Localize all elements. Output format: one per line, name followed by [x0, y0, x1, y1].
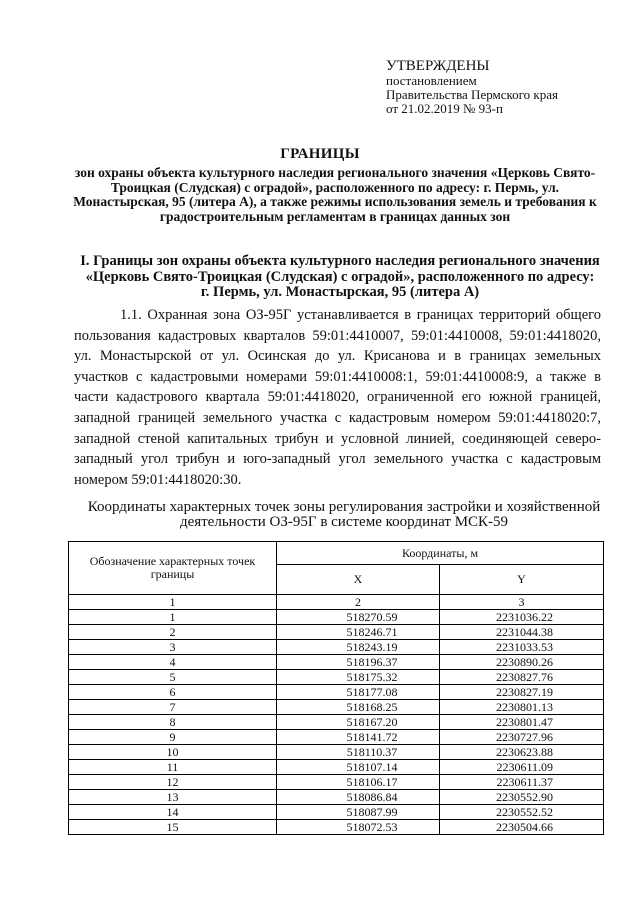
table-row	[69, 700, 604, 715]
point-number-cell: 10	[69, 745, 277, 760]
x-coordinate-cell: 518168.25	[277, 700, 440, 715]
table-row	[69, 745, 604, 760]
x-coordinate-cell: 518167.20	[277, 715, 440, 730]
y-coordinate-cell: 2230611.37	[440, 775, 604, 790]
x-coordinate-cell: 518270.59	[277, 610, 440, 625]
point-number-cell: 3	[69, 640, 277, 655]
x-coordinate-cell: 518246.71	[277, 625, 440, 640]
table-row	[69, 805, 604, 820]
header-y: Y	[440, 565, 604, 595]
approval-block	[386, 58, 626, 116]
point-number-cell: 11	[69, 760, 277, 775]
x-coordinate-cell: 518243.19	[277, 640, 440, 655]
point-number-cell: 4	[69, 655, 277, 670]
table-row	[69, 775, 604, 790]
table-row	[69, 670, 604, 685]
y-coordinate-cell: 2230552.90	[440, 790, 604, 805]
table-row	[69, 715, 604, 730]
column-number-3: 3	[440, 595, 604, 610]
table-row	[69, 730, 604, 745]
x-coordinate-cell: 518106.17	[277, 775, 440, 790]
coordinates-table	[68, 541, 604, 835]
point-number-cell: 7	[69, 700, 277, 715]
y-coordinate-cell: 2230611.09	[440, 760, 604, 775]
y-coordinate-cell: 2230504.66	[440, 820, 604, 835]
table-row	[69, 790, 604, 805]
table-row	[69, 760, 604, 775]
y-coordinate-cell: 2230827.76	[440, 670, 604, 685]
point-number-cell: 5	[69, 670, 277, 685]
point-number-cell: 6	[69, 685, 277, 700]
section-heading: I. Границы зон охраны объекта культурного наследия регионального значения «Церковь Свято-Троицкая (Слудская) с оградой», расположенного по адресу: г. Пермь, ул. Монастырская, 95 (литера А)	[80, 253, 600, 300]
x-coordinate-cell: 518072.53	[277, 820, 440, 835]
table-row	[69, 625, 604, 640]
y-coordinate-cell: 2231033.53	[440, 640, 604, 655]
body-paragraph: 1.1. Охранная зона ОЗ-95Г устанавливается в границах территорий общего пользования кадастровых кварталов 59:01:4410007, 59:01:4410008, 59:01:4418020, ул. Монастырской от ул. Осинская до ул. Крисанова и в границах земельных участков с кадастровыми номерами 59:01:4410008:1, 59:01:4410008:9, а также в части кадастрового квартала 59:01:4418020, ограниченной его южной границей, западной границей земельного участка с кадастровым номером 59:01:4418020:7, западной стеной капитальных трибун и условной линией, соединяющей северо-западный угол трибун и юго-западный угол земельного участка с кадастровым номером 59:01:4418020:30.	[74, 307, 601, 488]
column-number-1: 1	[69, 595, 277, 610]
document-title: ГРАНИЦЫ	[280, 146, 360, 162]
x-coordinate-cell: 518110.37	[277, 745, 440, 760]
header-x: X	[277, 565, 440, 595]
y-coordinate-cell: 2230552.52	[440, 805, 604, 820]
x-coordinate-cell: 518175.32	[277, 670, 440, 685]
point-number-cell: 8	[69, 715, 277, 730]
y-coordinate-cell: 2230827.19	[440, 685, 604, 700]
table-caption: Координаты характерных точек зоны регулирования застройки и хозяйственной деятельности ОЗ-95Г в системе координат МСК-59	[87, 499, 601, 530]
y-coordinate-cell: 2231036.22	[440, 610, 604, 625]
point-number-cell: 12	[69, 775, 277, 790]
coordinates-body	[69, 610, 604, 835]
table-row	[69, 685, 604, 700]
point-number-cell: 15	[69, 820, 277, 835]
approval-line-2: Правительства Пермского края	[386, 87, 558, 102]
point-number-cell: 1	[69, 610, 277, 625]
table-row	[69, 610, 604, 625]
header-coordinates: Координаты, м	[277, 542, 604, 565]
y-coordinate-cell: 2230801.13	[440, 700, 604, 715]
x-coordinate-cell: 518107.14	[277, 760, 440, 775]
point-number-cell: 13	[69, 790, 277, 805]
x-coordinate-cell: 518087.99	[277, 805, 440, 820]
point-number-cell: 14	[69, 805, 277, 820]
column-number-2: 2	[277, 595, 440, 610]
y-coordinate-cell: 2230890.26	[440, 655, 604, 670]
y-coordinate-cell: 2230801.47	[440, 715, 604, 730]
y-coordinate-cell: 2231044.38	[440, 625, 604, 640]
table-row	[69, 655, 604, 670]
approval-line-1: постановлением	[386, 73, 477, 88]
x-coordinate-cell: 518196.37	[277, 655, 440, 670]
y-coordinate-cell: 2230727.96	[440, 730, 604, 745]
y-coordinate-cell: 2230623.88	[440, 745, 604, 760]
x-coordinate-cell: 518177.08	[277, 685, 440, 700]
point-number-cell: 2	[69, 625, 277, 640]
x-coordinate-cell: 518141.72	[277, 730, 440, 745]
table-row	[69, 640, 604, 655]
x-coordinate-cell: 518086.84	[277, 790, 440, 805]
point-number-cell: 9	[69, 730, 277, 745]
document-subtitle: зон охраны объекта культурного наследия регионального значения «Церковь Свято-Троицкая (Слудская) с оградой», расположенного по адресу: г. Пермь, ул. Монастырская, 95 (литера А), а также режимы использования земель и требования к градостроительным регламентам в границах данных зон	[73, 165, 597, 224]
table-row	[69, 820, 604, 835]
header-point-label: Обозначение характерных точек границы	[69, 542, 277, 595]
approval-line-3: от 21.02.2019 № 93-п	[386, 101, 503, 116]
approval-title: УТВЕРЖДЕНЫ	[386, 58, 490, 74]
